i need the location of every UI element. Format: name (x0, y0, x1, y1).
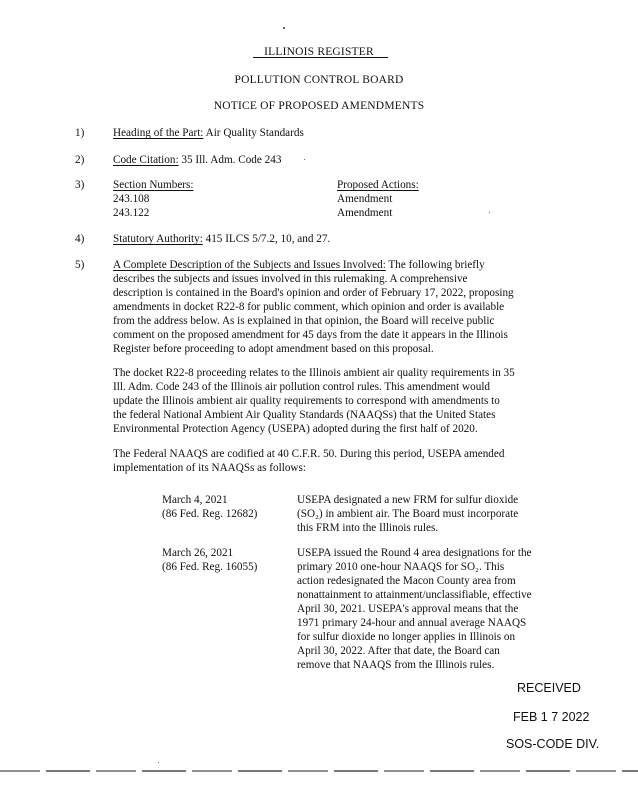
scan-speck (304, 159, 305, 160)
text-line: this FRM into the Illinois rules. (297, 522, 439, 534)
division-stamp: SOS-CODE DIV. (506, 737, 600, 751)
item-label: Heading of the Part: (113, 127, 204, 139)
text-line: April 30, 2021. USEPA's approval means that the (297, 603, 519, 615)
register-heading: ILLINOIS REGISTER (264, 46, 374, 58)
item-label: Statutory Authority: (113, 233, 203, 245)
section-number: 243.122 (113, 207, 150, 219)
federal-entry-date (162, 546, 287, 574)
item-number: 2) (75, 154, 85, 166)
entry-date: March 4, 2021 (162, 494, 228, 506)
federal-entry-text (297, 493, 565, 535)
text-line: The docket R22-8 proceeding relates to the Illinois ambient air quality requirements in 35 (113, 367, 515, 379)
text-line: Ill. Adm. Code 243 of the Illinois air pollution control rules. This amendment would (113, 381, 491, 393)
text-line: The following briefly (388, 259, 485, 271)
item-label: Code Citation: (113, 154, 179, 166)
text-line: implementation of its NAAQSs as follows: (113, 462, 306, 474)
text-line: primary 2010 one-hour NAAQS for SO₂. This (297, 561, 505, 573)
federal-entry-date (162, 493, 287, 521)
entry-citation: (86 Fed. Reg. 12682) (162, 508, 258, 520)
text-line: from the address below. As is explained in that opinion, the Board will receive public (113, 315, 495, 327)
section-numbers-header: Section Numbers: (113, 179, 194, 191)
text-line: description is contained in the Board's opinion and order of February 17, 2022, proposing (113, 287, 514, 299)
item-number: 5) (75, 259, 85, 271)
text-line: nonattainment to attainment/unclassifiable, effective (297, 589, 532, 601)
text-line: update the Illinois ambient air quality requirements to correspond with amendments to (113, 395, 500, 407)
register-underline (253, 57, 388, 58)
proposed-actions-header: Proposed Actions: (337, 179, 419, 191)
federal-entry-text (297, 546, 565, 672)
entry-date: March 26, 2021 (162, 547, 234, 559)
text-line: The Federal NAAQS are codified at 40 C.F.R. 50. During this period, USEPA amended (113, 448, 505, 460)
text-line: Environmental Protection Agency (USEPA) adopted during the first half of 2020. (113, 423, 478, 435)
text-line: amendments in docket R22-8 for public comment, which opinion and order is available (113, 301, 505, 313)
scan-speck (283, 27, 285, 29)
scan-speck (158, 762, 159, 763)
scan-edge-band (0, 770, 638, 772)
text-line: describes the subjects and issues involved in this rulemaking. A comprehensive (113, 273, 468, 285)
proposed-action: Amendment (337, 193, 393, 205)
item-label: A Complete Description of the Subjects and Issues Involved: (113, 259, 386, 271)
board-heading: POLLUTION CONTROL BOARD (234, 74, 404, 86)
item-number: 1) (75, 127, 85, 139)
notice-heading: NOTICE OF PROPOSED AMENDMENTS (213, 100, 425, 112)
section-numbers-column (113, 178, 313, 220)
text-line: (SO₂) in ambient air. The Board must incorporate (297, 508, 519, 520)
federal-naaqs-paragraph (113, 447, 561, 475)
item-value: Air Quality Standards (205, 127, 304, 139)
text-line: USEPA designated a new FRM for sulfur dioxide (297, 494, 519, 506)
text-line: action redesignated the Macon County area from (297, 575, 516, 587)
item-value: 415 ILCS 5/7.2, 10, and 27. (205, 233, 331, 245)
docket-paragraph (113, 366, 561, 436)
text-line: comment on the proposed amendment for 45 days from the date it appears in the Illinois (113, 329, 508, 341)
received-date-stamp: FEB 1 7 2022 (513, 710, 590, 724)
text-line: remove that NAAQS from the Illinois rules. (297, 659, 495, 671)
item-number: 3) (75, 179, 85, 191)
text-line: USEPA issued the Round 4 area designations for the (297, 547, 532, 559)
text-line: Register before proceeding to adopt amendment based on this proposal. (113, 343, 434, 355)
received-stamp: RECEIVED (517, 681, 581, 695)
scan-speck (489, 212, 490, 213)
description-paragraph (113, 258, 561, 356)
text-line: April 30, 2022. After that date, the Board can (297, 645, 500, 657)
text-line: 1971 primary 24-hour and annual average NAAQS (297, 617, 527, 629)
item-number: 4) (75, 233, 85, 245)
text-line: the federal National Ambient Air Quality Standards (NAAQSs) that the United States (113, 409, 496, 421)
proposed-actions-column (337, 178, 537, 220)
section-number: 243.108 (113, 193, 150, 205)
text-line: for sulfur dioxide no longer applies in Illinois on (297, 631, 516, 643)
item-value: 35 Ill. Adm. Code 243 (181, 154, 282, 166)
item-3 (75, 178, 575, 222)
proposed-action: Amendment (337, 207, 393, 219)
entry-citation: (86 Fed. Reg. 16055) (162, 561, 258, 573)
